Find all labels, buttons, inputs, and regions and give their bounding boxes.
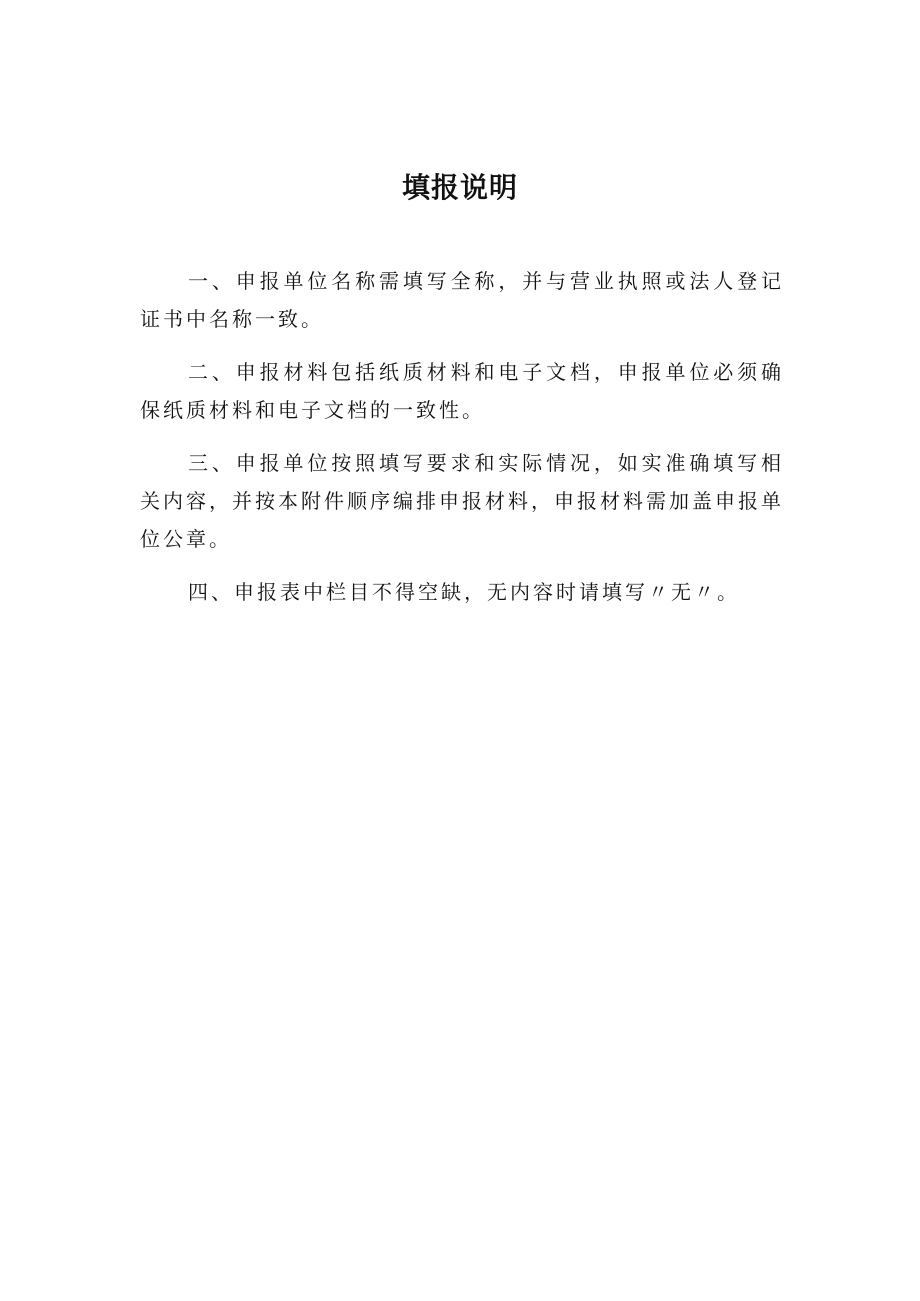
instructions-body	[140, 262, 784, 626]
instruction-paragraph-4: 四、申报表中栏目不得空缺，无内容时请填写〃无〃。	[188, 580, 740, 604]
instruction-paragraph-1: 一、申报单位名称需填写全称，并与营业执照或法人登记证书中名称一致。	[140, 269, 784, 331]
instruction-paragraph-3: 三、申报单位按照填写要求和实际情况，如实准确填写相关内容，并按本附件顺序编排申报材料，申报材料需加盖申报单位公章。	[140, 451, 784, 551]
page-title: 填报说明	[401, 171, 518, 204]
instruction-paragraph-2: 二、申报材料包括纸质材料和电子文档，申报单位必须确保纸质材料和电子文档的一致性。	[140, 360, 784, 422]
